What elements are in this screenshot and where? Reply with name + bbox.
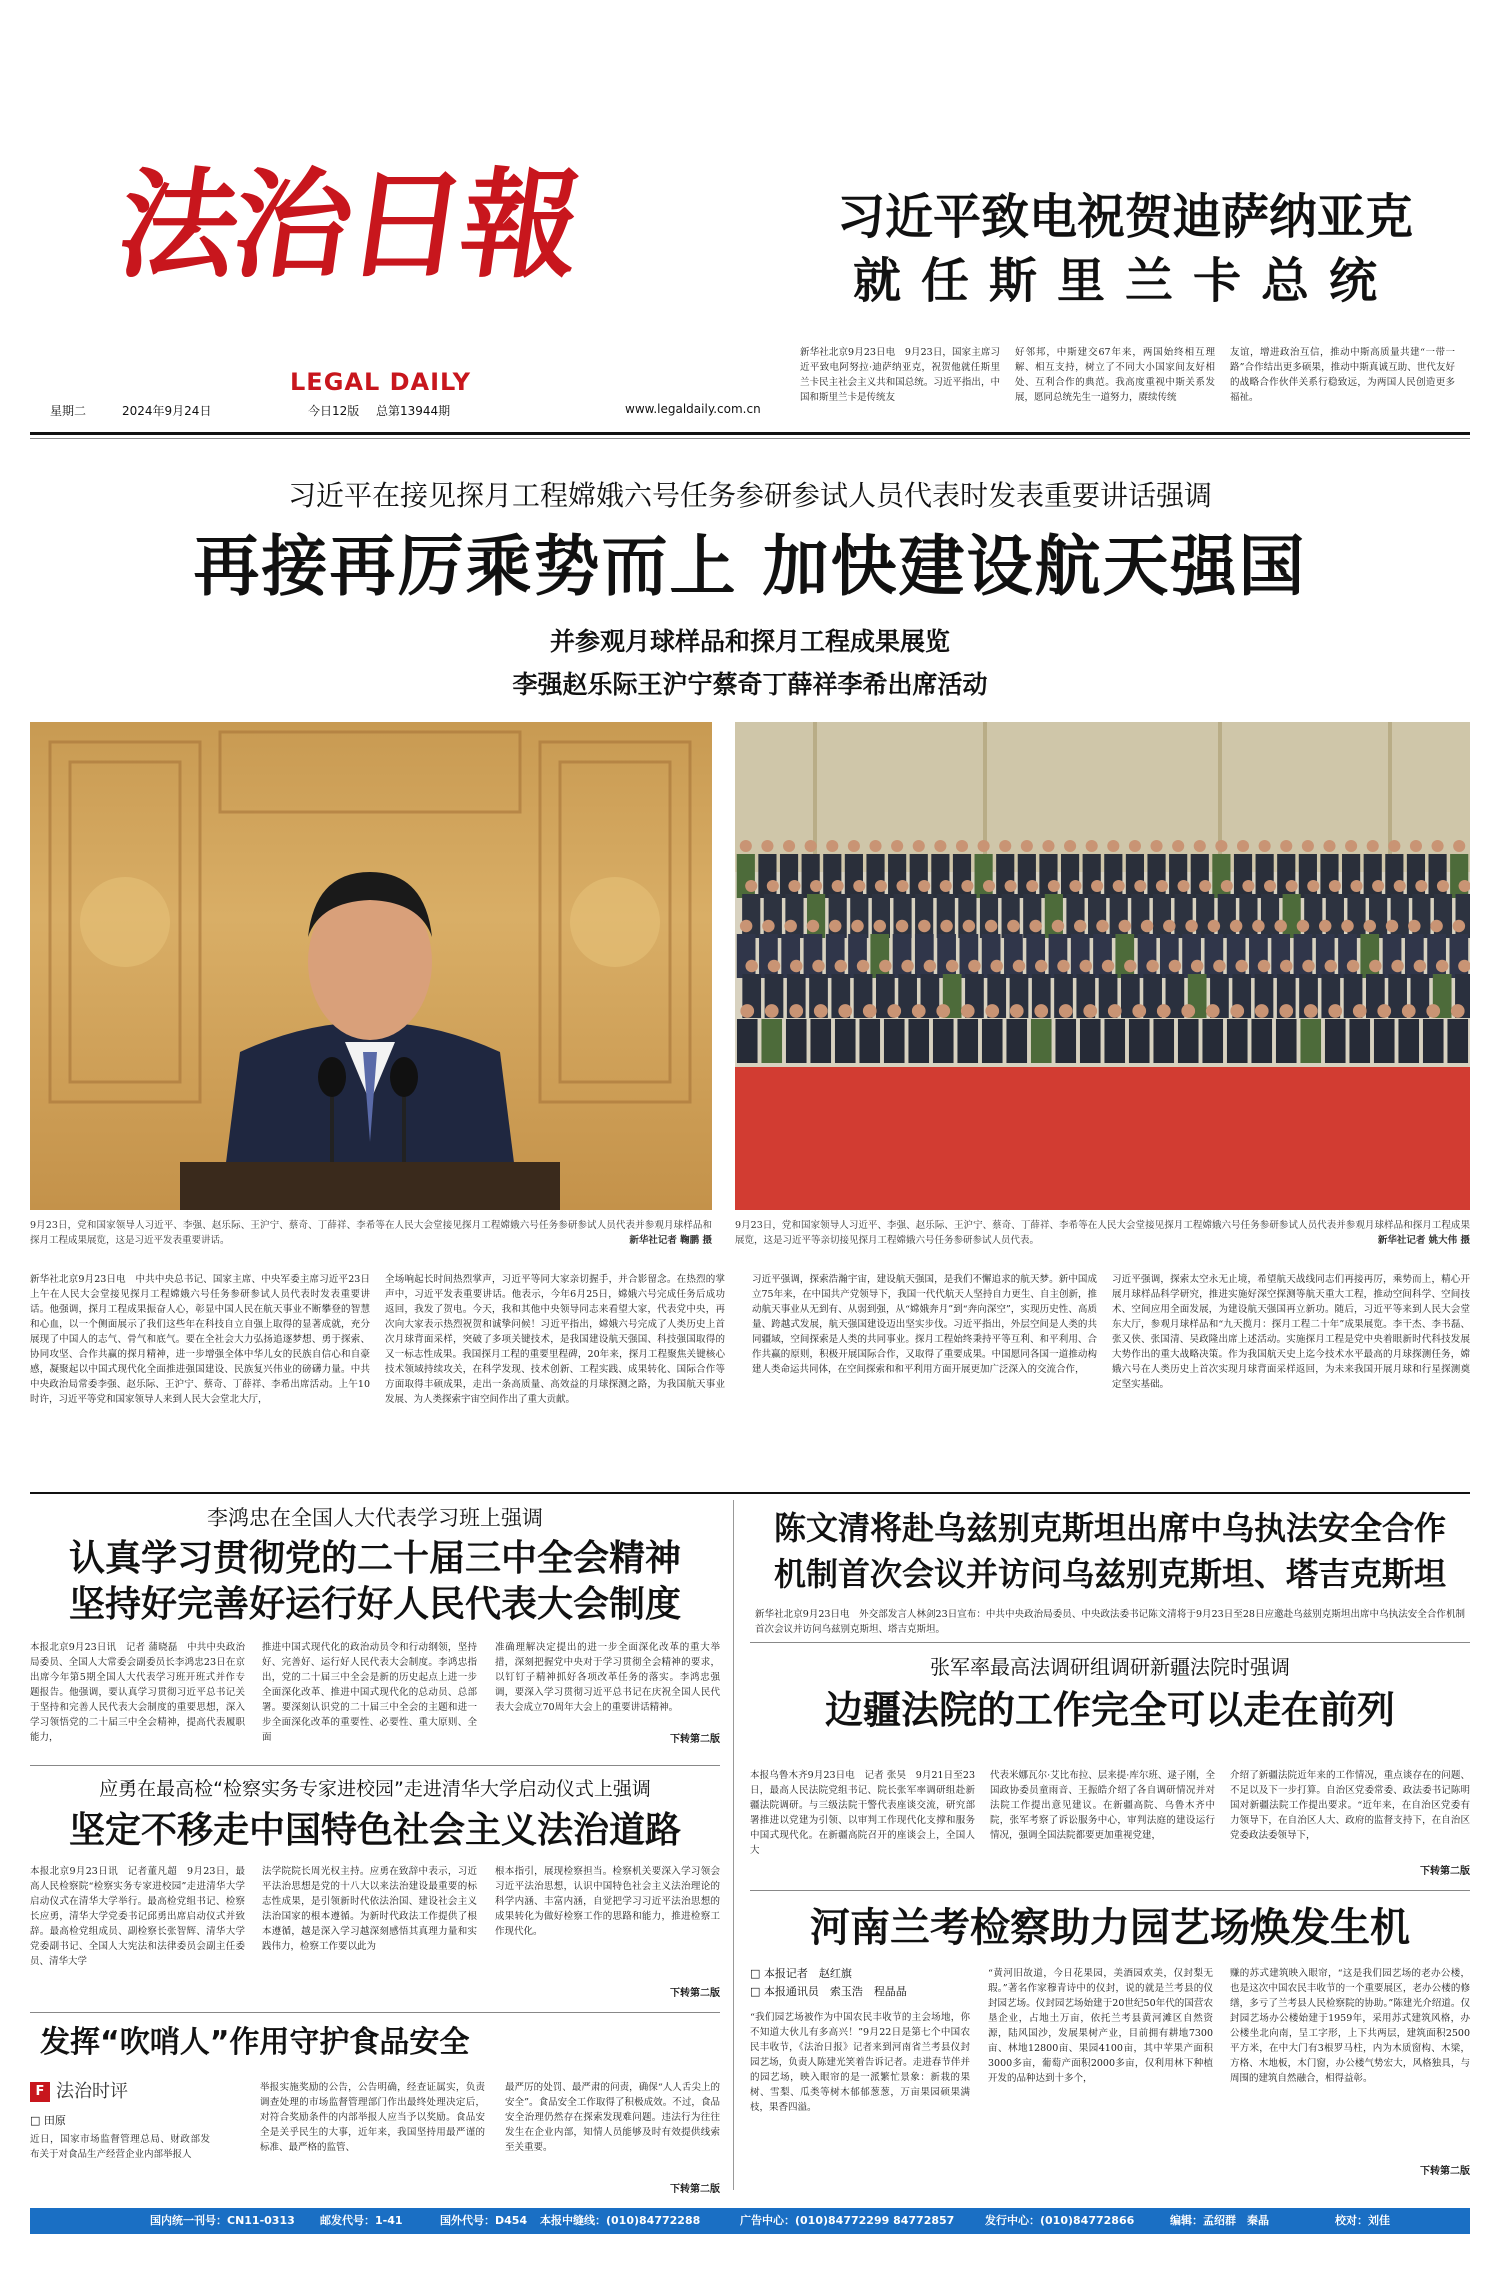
logo: 法治日報: [110, 155, 586, 294]
top-story: [780, 185, 1470, 425]
column-divider: [733, 1500, 734, 2190]
story-zhang-col1: 本报乌鲁木齐9月23日电 记者 张昊 9月21日至23日，最高人民法院党组书记、院长张军率调研组赴新疆法院调研。与三级法院干警代表座谈交流，研究部署推进以党建为引领、以审判工作现代化支撑和服务中国式现代化。在新疆高院召开的座谈会上，全国人大: [750, 1770, 975, 1856]
story-zhang-more[interactable]: 下转第二版: [1420, 1866, 1470, 1877]
website: www.legaldaily.com.cn: [625, 402, 761, 416]
story-li-more[interactable]: 下转第二版: [670, 1734, 720, 1745]
lead-col3: 习近平强调，探索浩瀚宇宙，建设航天强国，是我们不懈追求的航天梦。新中国成立75年来，在中国共产党领导下，我国一代代航天人坚持自力更生、自主创新，推动航天事业从无到有、从弱到强，从“嫦娥奔月”到“奔向深空”，实现历史性、高质量、跨越式发展，航天强国建设迈出坚实步伐。习近平指出，外层空间是人类的共同疆域，空间探索是人类的共同事业。探月工程始终秉持平等互利、和平利用、合作共赢的原则，积极开展国际合作，又取得了重要成果。中国愿同各国一道推动构建人类命运共同体，在空间探索和和平利用方面开展更加广泛深入的交流合作，: [752, 1274, 1097, 1375]
footer-ad: 广告中心：(010)84772299 84772857: [740, 2214, 955, 2227]
weekday: 星期二: [50, 404, 87, 418]
story-commentary: [30, 2020, 720, 2195]
story-henan-headline: 河南兰考检察助力园艺场焕发生机: [810, 1905, 1410, 1951]
story-chen-body: 新华社北京9月23日电 外交部发言人林剑23日宣布：中共中央政治局委员、中央政法委书记陈文清将于9月23日至28日应邀赴乌兹别克斯坦出席中乌执法安全合作机制首次会议并访问乌兹别克斯坦、塔吉克斯坦。: [755, 1609, 1465, 1635]
caption-right-author: 新华社记者 姚大伟 摄: [1377, 1235, 1470, 1246]
commentary-col1: 近日，国家市场监督管理总局、财政部发布关于对食品生产经营企业内部举报人: [30, 2134, 210, 2160]
commentary-tag-icon: F: [30, 2082, 50, 2102]
story-henan-col2: “黄河旧故道，今日花果园，美酒园欢美，仅封梨无瑕。”著名作家穆青诗中的仪封，说的就是兰考县的仪封园艺场。仪封园艺场始建于20世纪50年代的国营农垦企业，占地土万亩，依托兰考县黄河滩区自然资源，陆风国沙，发展果树产业，目前拥有耕地7300亩、林地12800亩、果园4100亩，其中苹果产面积3000多亩，葡萄产面积2000多亩，仅利用林下种植开发的品种达到十多个，: [988, 1968, 1213, 2084]
caption-right: [735, 1218, 1470, 1263]
commentary-tag: [30, 2080, 210, 2106]
lead-subhead1: 并参观月球样品和探月工程成果展览: [549, 627, 950, 656]
story-li-kicker: 李鸿忠在全国人大代表学习班上强调: [207, 1506, 543, 1530]
top-story-title-line1: 习近平致电祝贺迪萨纳亚克: [836, 189, 1413, 245]
top-story-title: [780, 185, 1470, 313]
rule-li: [30, 1765, 720, 1766]
story-zhang-col2: 代表米娜瓦尔·艾比布拉、层来提·库尔班、逯子刚，全国政协委员童雨音、王振皓介绍了各自调研情况并对法院工作提出意见建议。在新疆高院、乌鲁木齐中院，张军考察了诉讼服务中心，审判法庭的建设运行情况，强调全国法院都要更加重视党建，: [990, 1770, 1215, 1841]
rule-zhang: [750, 1890, 1470, 1891]
story-li-headline1: 认真学习贯彻党的二十届三中全会精神: [68, 1538, 681, 1579]
story-li-col3: 准确理解决定提出的进一步全面深化改革的重大举措，深刻把握党中央对于学习贯彻全会精神的要求，以钉钉子精神抓好各项改革任务的落实。李鸿忠强调，要深入学习贯彻习近平总书记在庆祝全国人民代表大会成立70周年大会上的重要讲话精神。: [495, 1642, 720, 1713]
story-li-headline2: 坚持好完善好运行好人民代表大会制度: [68, 1584, 681, 1625]
story-li-col1: 本报北京9月23日讯 记者 蒲晓磊 中共中央政治局委员、全国人大常委会副委员长李鸿忠23日在京出席今年第5期全国人大代表学习班开班式并作专题报告。他强调，要认真学习贯彻习近平总书记关于坚持和完善人民代表大会制度的重要思想，深入学习领悟党的二十届三中全会精神，提高代表履职能力，: [30, 1642, 245, 1743]
story-ying: [30, 1772, 720, 2012]
story-ying-col3: 根本指引，展现检察担当。检察机关要深入学习领会习近平法治思想，认识中国特色社会主义法治理论的科学内涵、丰富内涵，自觉把学习习近平法治思想的成果转化为做好检察工作的思路和能力，推进检察工作现代化。: [495, 1866, 720, 1937]
footer-proof: 校对：刘佳: [1335, 2214, 1390, 2227]
story-chen-headline1: 陈文清将赴乌兹别克斯坦出席中乌执法安全合作: [773, 1509, 1446, 1547]
caption-left-author: 新华社记者 鞠鹏 摄: [629, 1235, 712, 1246]
commentary-col3: 最严厉的处罚、最严肃的问责，确保“人人舌尖上的安全”。食品安全工作取得了积极成效。不过，食品安全治理仍然存在探索发现难问题。违法行为往往发生在企业内部，知情人员能够及时有效提供线索至关重要。: [505, 2082, 720, 2153]
lead-col1: 新华社北京9月23日电 中共中央总书记、国家主席、中央军委主席习近平23日上午在人民大会堂接见探月工程嫦娥六号任务参研参试人员代表时发表重要讲话。他强调，探月工程成果振奋人心，彰显中国人民在航天事业不断攀登的智慧和心血，以一个侧面展示了我们这些年在科技自立自强上取得的显著成就，充分展现了中国人的志气、骨气和底气。要在全社会大力弘扬追逐梦想、勇于探索、协同攻坚、合作共赢的探月精神，进一步增强全体中华儿女的民族自信心和自豪感，凝聚起以中国式现代化全面推进强国建设、民族复兴伟业的磅礴力量。中共中央政治局常委李强、赵乐际、王沪宁、蔡奇、丁薛祥、李希出席活动。上午10时许，习近平等党和国家领导人来到人民大会堂北大厅，: [30, 1274, 370, 1405]
story-ying-col2: 法学院院长周光权主持。应勇在致辞中表示，习近平法治思想是党的十八大以来法治建设最重要的标志性成果，是引领新时代依法治国、建设社会主义法治国家的根本遵循。为新时代政法工作提供了根本遵循，越是深入学习越深刻感悟其真理力量和实践伟力，检察工作要以此为: [262, 1866, 477, 1952]
page-count: 今日12版: [308, 404, 360, 418]
story-zhang-col3: 介绍了新疆法院近年来的工作情况，重点谈存在的问题、不足以及下一步打算。自治区党委常委、政法委书记陈明国对新疆法院工作提出要求。“近年来，在自治区党委有力领导下，在自治区人大、政府的监督支持下，在自治区党委政法委领导下，: [1230, 1770, 1470, 1841]
story-henan: [750, 1900, 1470, 2190]
commentary-headline: 发挥“吹哨人”作用守护食品安全: [40, 2025, 470, 2060]
story-henan-col1: “我们园艺场被作为中国农民丰收节的主会场地，你不知道大伙儿有多高兴！”9月22日是第七个中国农民丰收节，《法治日报》记者来到河南省兰考县仪封园艺场，负责人陈建光笑着告诉记者。走进春节伴并的园艺场，映入眼帘的是一派繁忙景象：新栽的果树、雪梨、瓜类等树木郁郁葱葱，万亩果园硕果满枝，果香四溢。: [750, 2012, 970, 2113]
commentary-tag-label: 法治时评: [56, 2081, 128, 2102]
commentary-more[interactable]: 下转第二版: [670, 2184, 720, 2195]
masthead-rule-thin: [30, 438, 1470, 439]
story-henan-byline1: □ 本报记者 赵红旗: [750, 1967, 852, 1980]
logo-english: LEGAL DAILY: [290, 368, 471, 396]
story-ying-headline: 坚定不移走中国特色社会主义法治道路: [68, 1810, 681, 1851]
lead-headline: 再接再厉乘势而上 加快建设航天强国: [193, 528, 1307, 605]
photo-group-illustration: [735, 722, 1470, 1210]
rule-ying: [30, 2012, 720, 2013]
story-ying-col1: 本报北京9月23日讯 记者董凡超 9月23日，最高人民检察院“检察实务专家进校园”走进清华大学启动仪式在清华大学举行。最高检党组书记、检察长应勇，清华大学党委书记邱勇出席启动仪式并致辞。最高检党组成员、副检察长张智辉、清华大学党委副书记、全国人大宪法和法律委员会副主任委员、清华大学: [30, 1866, 245, 1967]
story-chen-headline2: 机制首次会议并访问乌兹别克斯坦、塔吉克斯坦: [773, 1555, 1446, 1593]
caption-left: [30, 1218, 712, 1263]
lead-col4: 习近平强调，探索太空永无止境，希望航天战线同志们再接再厉，乘势而上，精心开展月球样品科学研究，推进实施好深空探测等航天重大工程，推动空间科学、空间技术、空间应用全面发展，为建设航天强国再立新功。随后，习近平等来到人民大会堂东大厅，参观月球样品和“九天揽月：探月工程二十年”成果展览。李干杰、李书磊、张又侠、张国清、吴政隆出席上述活动。实施探月工程是党中央着眼新时代科技发展大势作出的重大战略决策。作为我国航天史上迄今技术水平最高的月球探测任务，嫦娥六号在人类历史上首次实现月球背面采样返回，为未来我国开展月球和行星探测奠定坚实基础。: [1112, 1274, 1470, 1390]
footer-post: 邮发代号：1-41: [320, 2214, 403, 2227]
story-chen-headline: [750, 1505, 1470, 1597]
masthead: [30, 150, 750, 430]
story-zhang-headline: 边疆法院的工作完全可以走在前列: [824, 1688, 1395, 1732]
date: 2024年9月24日: [122, 404, 212, 418]
commentary-col2: 举报实施奖励的公告，公告明确，经查证属实，负责调查处理的市场监督管理部门作出最终处理决定后，对符合奖励条件的内部举报人应当予以奖励。食品安全是关乎民生的大事，近年来，我国坚持用最严谨的标准、最严格的监管、: [260, 2082, 485, 2153]
rule-chen: [750, 1642, 1470, 1643]
story-henan-byline2: □ 本报通讯员 索玉浩 程晶晶: [750, 1985, 907, 1998]
footer-cn: 国内统一刊号：CN11-0313: [150, 2214, 295, 2227]
issue-number: 总第13944期: [376, 404, 451, 418]
top-story-col1: 新华社北京9月23日电 9月23日，国家主席习近平致电阿努拉·迪萨纳亚克，祝贺他就任斯里兰卡民主社会主义共和国总统。习近平指出，中国和斯里兰卡是传统友: [800, 347, 1000, 403]
footer-dist: 发行中心：(010)84772866: [985, 2214, 1135, 2227]
story-zhang: [750, 1650, 1470, 1890]
lead-kicker: 习近平在接见探月工程嫦娥六号任务参研参试人员代表时发表重要讲话强调: [287, 479, 1212, 512]
story-ying-more[interactable]: 下转第二版: [670, 1988, 720, 1999]
lead-col2: 全场响起长时间热烈掌声，习近平等同大家亲切握手，并合影留念。在热烈的掌声中，习近平发表重要讲话。他表示，今年6月25日，嫦娥六号完成任务后成功返回，我发了贺电。今天，我和其他中央领导同志来看望大家，代表党中央，再次向大家表示热烈祝贺和诚挚问候！习近平指出，嫦娥六号完成了人类历史上首次月球背面采样，突破了多项关键技术，是我国建设航天强国、科技强国取得的又一标志性成果。我国探月工程的重要里程碑，20年来，探月工程聚焦关键核心技术领域持续攻关，在科学发现、技术创新、工程实践、成果转化、国际合作等方面取得丰硕成果，走出一条高质量、高效益的月球探测之路，为我国航天事业发展、为人类探索宇宙空间作出了重大贡献。: [385, 1274, 725, 1405]
story-henan-more[interactable]: 下转第二版: [1420, 2166, 1470, 2177]
caption-left-text: 9月23日，党和国家领导人习近平、李强、赵乐际、王沪宁、蔡奇、丁薛祥、李希等在人民大会堂接见探月工程嫦娥六号任务参研参试人员代表并参观月球样品和探月工程成果展览，这是习近平发表重要讲话。: [30, 1220, 712, 1246]
story-zhang-kicker: 张军率最高法调研组调研新疆法院时强调: [930, 1655, 1290, 1679]
masthead-rule: [30, 432, 1470, 435]
photo-group: [735, 722, 1470, 1210]
story-li-col2: 推进中国式现代化的政治动员令和行动纲领，坚持好、完善好、运行好人民代表大会制度。李鸿忠指出，党的二十届三中全会是新的历史起点上进一步全面深化改革、推进中国式现代化的总动员、总部署。要深刻认识党的二十届三中全会的主题和进一步全面深化改革的重要性、必要性、重大原则、全面: [262, 1642, 477, 1743]
story-henan-col3: 赚的苏式建筑映入眼帘，“这是我们园艺场的老办公楼，也是这次中国农民丰收节的一个重要展区，老办公楼的修缮，多亏了兰考县人民检察院的协助。”陈建光介绍道。仅封园艺场办公楼始建于1959年，采用苏式建筑风格，办公楼坐北向南，呈工字形，上下共两层，建筑面积2500平方米，在中大门有3根罗马柱，内为木质窗构、木梁，方格、木地板，木门窗，办公楼气势宏大，风格独具，与周围的建筑自然融合，相得益彰。: [1230, 1968, 1470, 2084]
top-story-col2: 好邻邦，中斯建交67年来，两国始终相互理解、相互支持，树立了不同大小国家间友好相处、互利合作的典范。我高度重视中斯关系发展，愿同总统先生一道努力，赓续传统: [1015, 347, 1215, 403]
footer-foreign: 国外代号：D454: [440, 2214, 528, 2227]
photo-speaker: [30, 722, 712, 1210]
section-rule: [30, 1492, 1470, 1494]
footer-editor: 编辑：孟绍群 秦晶: [1170, 2214, 1269, 2227]
story-li-headline: [30, 1536, 720, 1628]
photo-speaker-illustration: [30, 722, 712, 1210]
story-chen: [750, 1505, 1470, 1635]
commentary-author: □ 田原: [30, 2114, 66, 2127]
masthead-info: [50, 402, 790, 424]
caption-right-text: 9月23日，党和国家领导人习近平、李强、赵乐际、王沪宁、蔡奇、丁薛祥、李希等在人民大会堂接见探月工程嫦娥六号任务参研参试人员代表并参观月球样品和探月工程成果展览，这是习近平等亲切接见探月工程嫦娥六号任务参研参试人员代表。: [735, 1220, 1470, 1246]
story-ying-kicker: 应勇在最高检“检察实务专家进校园”走进清华大学启动仪式上强调: [99, 1778, 651, 1800]
footer-bar: [30, 2208, 1470, 2234]
footer-hotline: 本报中缝线：(010)84772288: [540, 2214, 701, 2227]
story-li: [30, 1500, 720, 1770]
top-story-col3: 友谊，增进政治互信，推动中斯高质量共建“一带一路”合作结出更多硕果，推动中斯真诚互助、世代友好的战略合作伙伴关系行稳致远，为两国人民创造更多福祉。: [1230, 347, 1455, 403]
top-story-title-line2: 就任斯里兰卡总统: [852, 253, 1397, 309]
lead-subhead2: 李强赵乐际王沪宁蔡奇丁薛祥李希出席活动: [512, 670, 988, 699]
